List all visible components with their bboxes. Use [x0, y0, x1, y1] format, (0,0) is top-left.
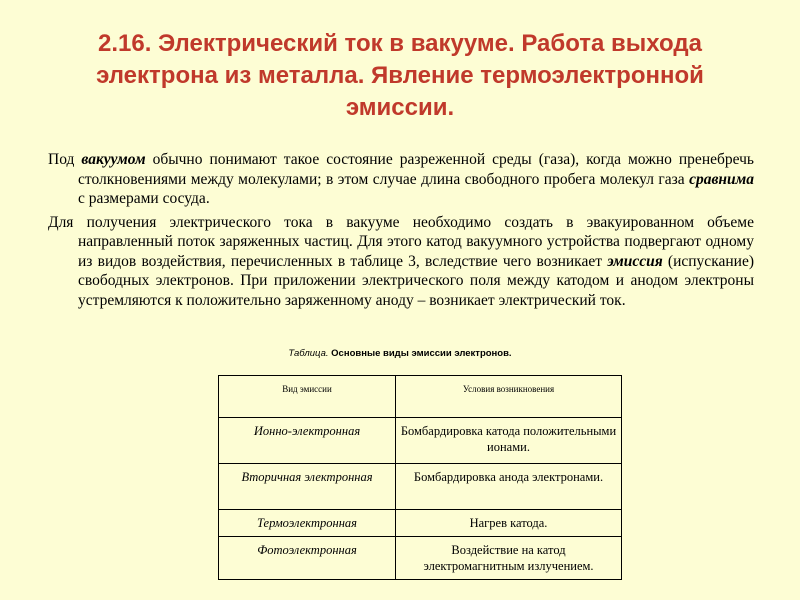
header-conditions: Условия возникновения: [396, 376, 622, 418]
title-line-3: эмиссии.: [345, 94, 455, 121]
paragraph-vacuum: [48, 150, 754, 209]
header-emission-type: Вид эмиссии: [219, 376, 396, 418]
slide-title: [30, 28, 770, 124]
table-row: [219, 418, 622, 464]
paragraph-current: [48, 213, 754, 311]
p1-text-3: с размерами сосуда.: [78, 190, 210, 207]
body-text: [48, 150, 754, 314]
cell-type: Вторичная электронная: [219, 464, 396, 510]
table-row: [219, 510, 622, 537]
term-emission: эмиссия: [607, 252, 663, 270]
title-line-1: 2.16. Электрический ток в вакууме. Работа выхода: [98, 30, 702, 57]
table-caption: [0, 348, 800, 359]
term-vacuum: вакуумом: [81, 151, 146, 168]
emission-table: [218, 375, 622, 580]
p2-text-1: Для получения электрического тока в вакууме необходимо создать в эвакуированном объеме направленный поток заряженных частиц. Для этого катод вакуумного устройства подвергают одному из видов воздействия, перечисленных в таблице 3, вследствие чего возникает: [48, 213, 754, 270]
table-row: [219, 537, 622, 580]
term-comparable: сравнима: [689, 170, 754, 188]
p2-text-2: (испускание) свободных электронов. При приложении электрического поля между катодом и анодом электроны устремляются к положительно заряженному аноду – возникает электрический ток.: [78, 252, 754, 309]
table-header-row: [219, 376, 622, 418]
cell-type: Ионно-электронная: [219, 418, 396, 464]
p1-text-1: Под: [48, 151, 82, 168]
cell-type: Фотоэлектронная: [219, 537, 396, 580]
p1-text-2: обычно понимают такое состояние разреженной среды (газа), когда можно пренебречь столкновениями между молекулами; в этом случае длина свободного пробега молекул газа: [78, 151, 754, 188]
cell-condition: Нагрев катода.: [396, 510, 622, 537]
title-line-2: электрона из металла. Явление термоэлектронной: [96, 62, 704, 89]
cell-type: Термоэлектронная: [219, 510, 396, 537]
cell-condition: Бомбардировка анода электронами.: [396, 464, 622, 510]
caption-text: Основные виды эмиссии электронов.: [328, 348, 512, 359]
table-row: [219, 464, 622, 510]
caption-prefix: Таблица.: [288, 348, 329, 359]
cell-condition: Бомбардировка катода положительными ионами.: [396, 418, 622, 464]
cell-condition: Воздействие на катод электромагнитным излучением.: [396, 537, 622, 580]
